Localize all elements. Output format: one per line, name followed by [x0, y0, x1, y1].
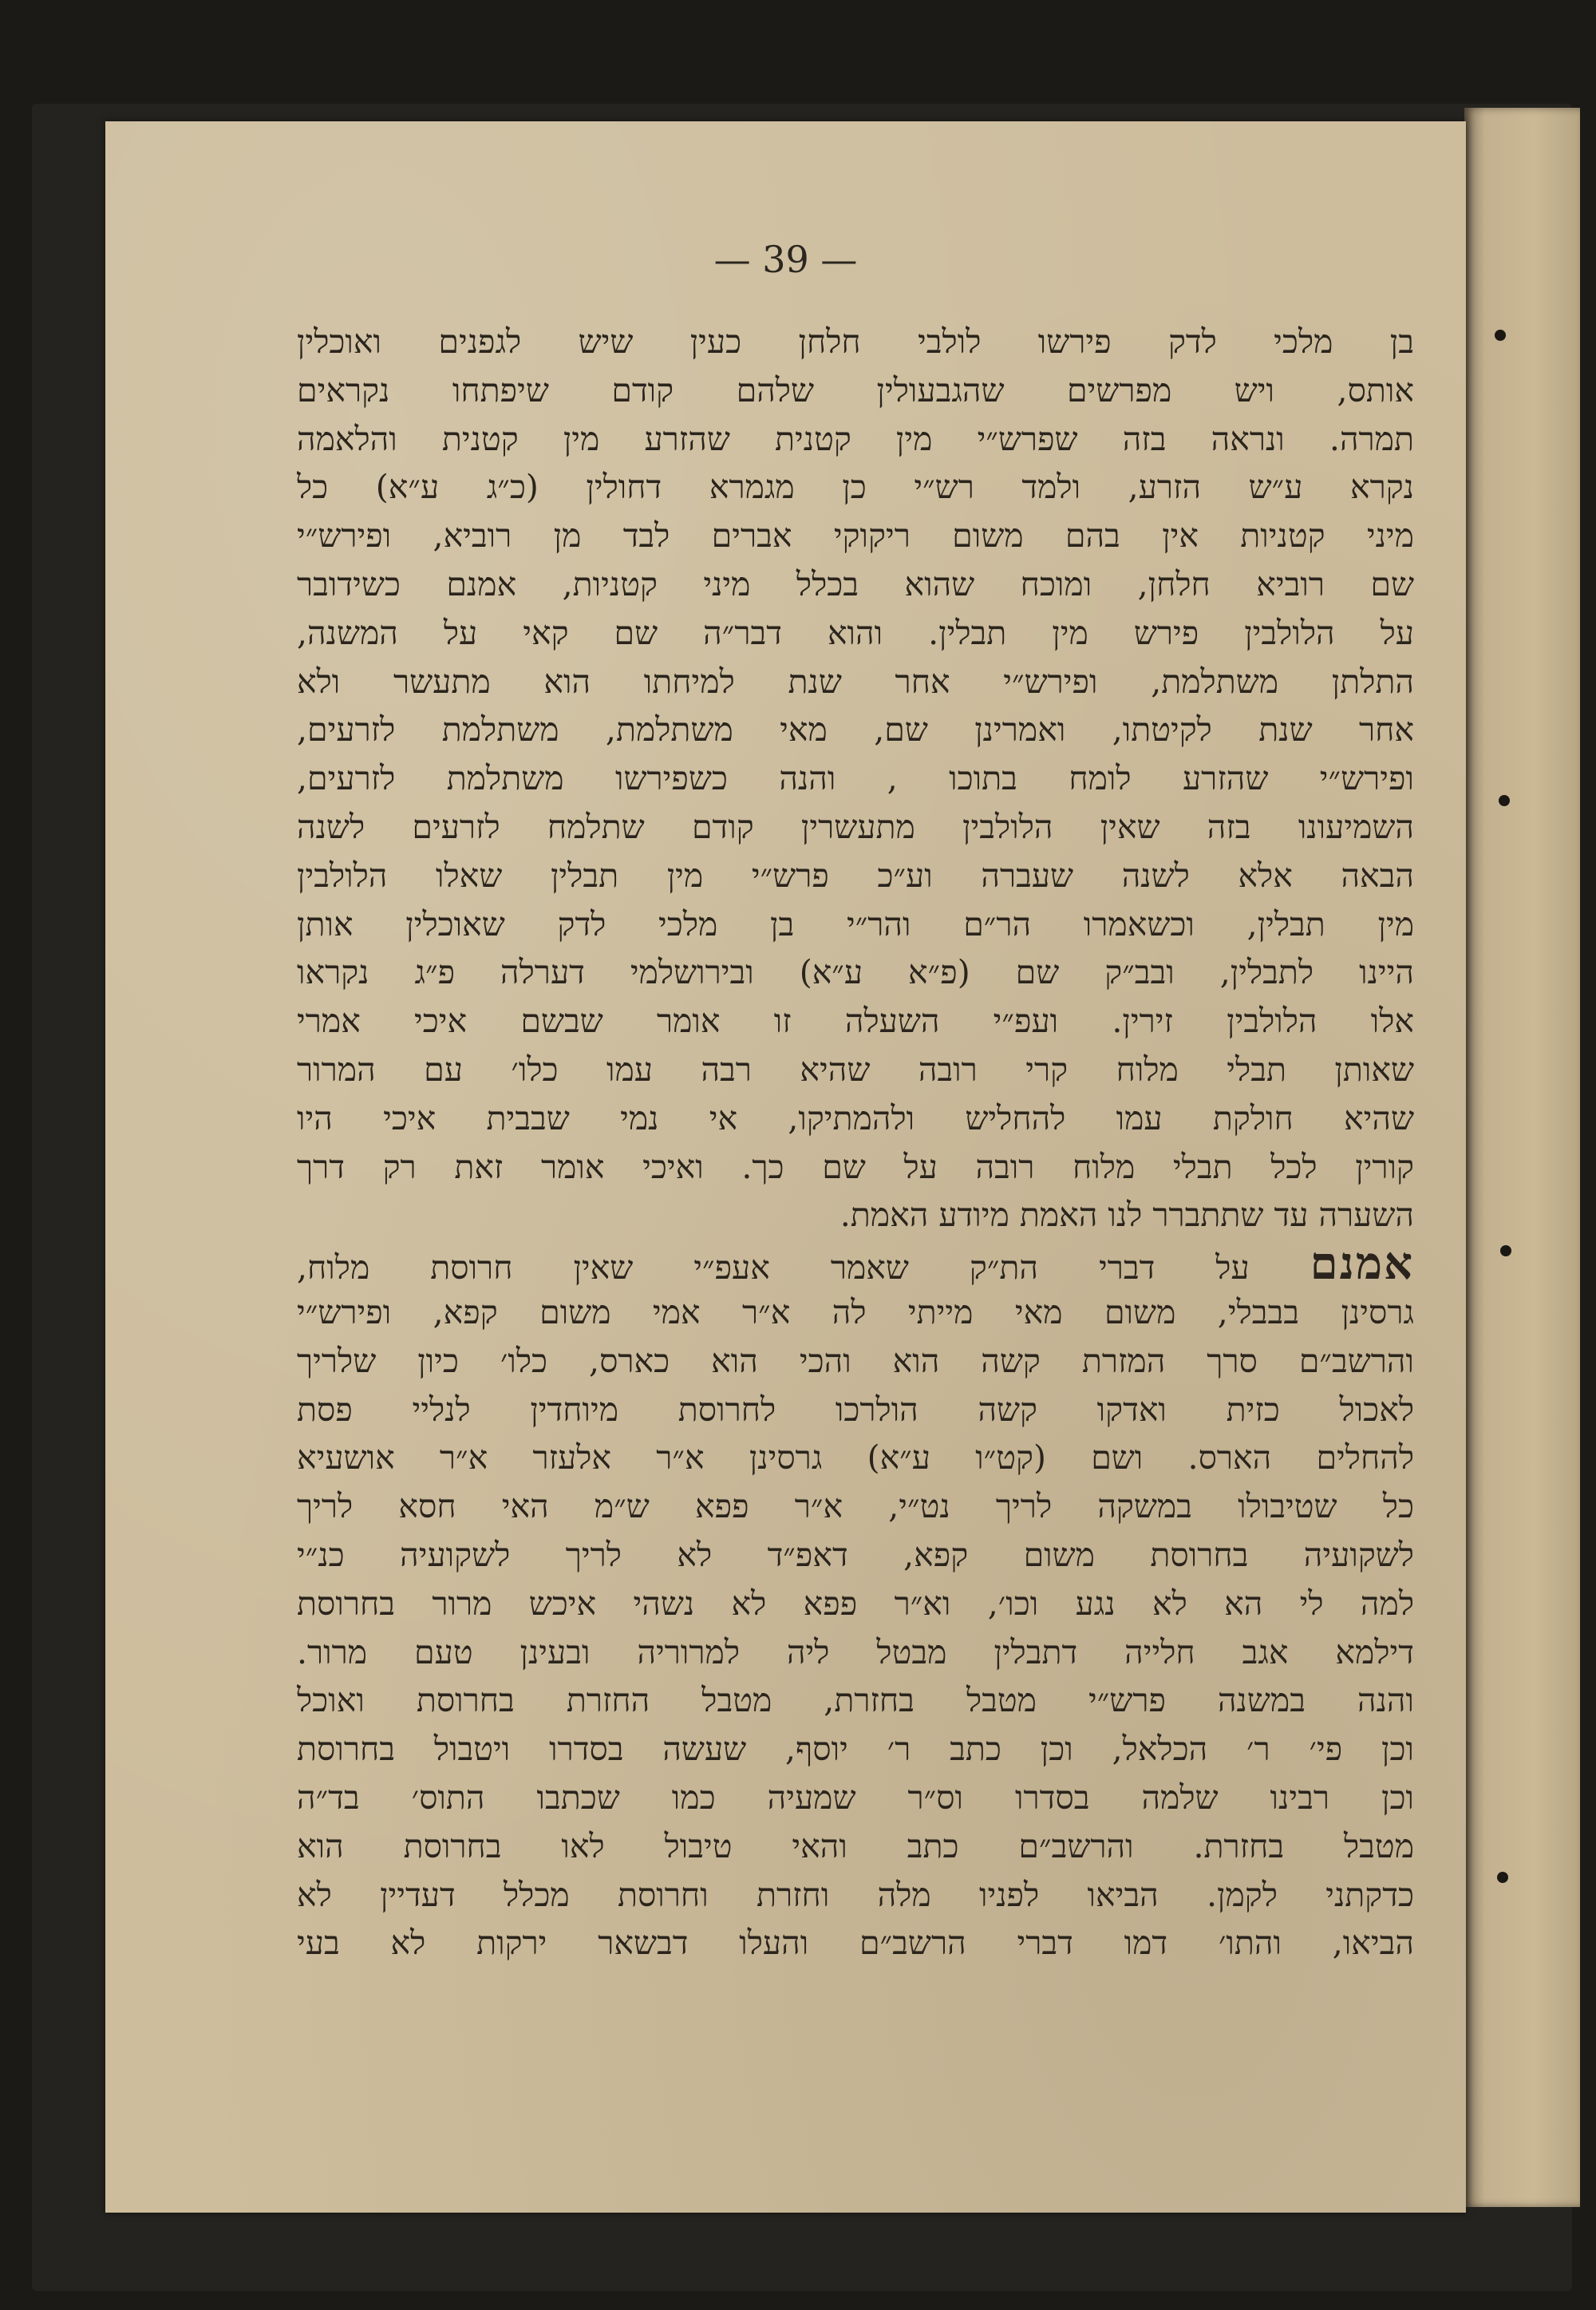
text-line: בן מלכי לדק פירשו לולבי חלחן כעין שיש לגפנים ואוכלין: [297, 322, 1414, 361]
text-line: לאכול כזית ואדקו קשה הולרכו לחרוסת מיוחדין לנליי פסת: [297, 1390, 1414, 1429]
text-line: על הלולבין פירש מין תבלין. והוא דבר״ה שם קאי על המשנה,: [297, 613, 1414, 652]
text-line: הביאו, והתו׳ דמו דברי הרשב״ם והעלו דבשאר ירקות לא בעי: [297, 1924, 1414, 1963]
text-line: וכן פי׳ ר׳ הכלאל, וכן כתב ר׳ יוסף, שעשה בסדרו ויטבול בחרוסת: [297, 1730, 1414, 1769]
text-line: גרסינן בבבלי, משום מאי מייתי לה א״ר אמי משום קפא, ופירש״י: [297, 1292, 1414, 1331]
text-line: שם רוביא חלחן, ומוכח שהוא בכלל מיני קטניות, אמנם כשידובר: [297, 564, 1414, 603]
text-line: כל שטיבולו במשקה לריך נט״י, א״ר פפא ש״מ האי חסא לריך: [297, 1487, 1414, 1526]
binding-hole: [1500, 1245, 1511, 1256]
text-line: מטבל בחזרת. והרשב״ם כתב והאי טיבול לאו בחרוסת הוא: [297, 1826, 1414, 1865]
text-line: אותס, ויש מפרשים שהגבעולין שלהם קודם שיפתחו נקראים: [297, 370, 1414, 409]
text-line: לשקועיה בחרוסת משום קפא, דאפ״ד לא לריך לשקועיה כנ״י: [297, 1535, 1414, 1574]
page-number: — 39 —: [713, 238, 858, 281]
text-line: הבאה אלא לשנה שעברה וע״כ פרש״י מין תבלין שאלו הלולבין: [297, 856, 1414, 895]
text-line: וכן רבינו שלמה בסדרו וס״ר שמעיה כמו שכתבו התוס׳ בד״ה: [297, 1778, 1414, 1817]
text-line: מיני קטניות אין בהם משום ריקוקי אברים לבד מן רוביא, ופירש״י: [297, 516, 1414, 556]
text-line: למה לי הא לא נגע וכו׳, וא״ר פפא לא נשהי איכש מרור בחרוסת: [297, 1584, 1414, 1623]
paragraph-lead-word: אמנם: [1310, 1240, 1414, 1288]
text-line: קורין לכל תבלי מלוח רובה על שם כך. ואיכי אומר זאת רק דרך: [297, 1147, 1414, 1186]
facing-page-edge: [1464, 108, 1580, 2207]
text-line: אחר שנת לקיטתו, ואמרינן שם, מאי משתלמת, משתלמת לזרעים,: [297, 710, 1414, 750]
paragraph-first-text: על דברי הת״ק שאמר אעפ״י שאין חרוסת מלוח,: [297, 1248, 1250, 1288]
text-line: מין תבלין, וכשאמרו הר״ם והר״י בן מלכי לדק שאוכלין אותן: [297, 904, 1414, 943]
binding-hole: [1497, 1872, 1508, 1883]
text-line: והרשב״ם סרך המזרת קשה הוא והכי הוא כארס, כלו׳ כיון שלריך: [297, 1341, 1414, 1380]
text-line: ופירש״י שהזרע לומח בתוכו , והנה כשפירשו משתלמת לזרעים,: [297, 759, 1414, 798]
text-line: כדקתני לקמן. הביאו לפניו מלה וחזרת וחרוסת מכלל דעדיין לא: [297, 1875, 1414, 1914]
text-line: תמרה. ונראה בזה שפרש״י מין קטנית שהזרע מין קטנית והלאמה: [297, 419, 1414, 458]
text-line: דילמא אגב חלייה דתבלין מבטל ליה למרוריה ובעינן טעם מרור.: [297, 1632, 1414, 1671]
text-line: שהיא חולקת עמו להחליש ולהמתיקו, אי נמי שבבית איכי היו: [297, 1098, 1414, 1137]
text-line: היינו לתבלין, ובב״ק שם (פ״א ע״א) ובירושלמי דערלה פ״ג נקראו: [297, 953, 1414, 992]
text-body: [297, 318, 1414, 1968]
text-line: שאותן תבלי מלוח קרי רובה שהיא רבה עמו כלו׳ עם המרור: [297, 1050, 1414, 1089]
text-line: אלו הלולבין זירין. ועפ״י השעלה זו אומר שבשם איכי אמרי: [297, 1002, 1414, 1041]
paragraph-2-first-line: [297, 1240, 1414, 1288]
paragraph-end-line: השערה עד שתתברר לנו האמת מיודע האמת.: [839, 1196, 1414, 1235]
binding-hole: [1499, 795, 1510, 806]
text-line: השמיעונו בזה שאין הלולבין מתעשרין קודם שתלמח לזרעים לשנה: [297, 807, 1414, 846]
text-line: נקרא ע״ש הזרע, ולמד רש״י כן מגמרא דחולין (כ״ג ע״א) כל: [297, 468, 1414, 507]
text-line: להחלים הארס. ושם (קט״ו ע״א) גרסינן א״ר אלעזר א״ר אושעיא: [297, 1438, 1414, 1477]
binding-hole: [1495, 330, 1506, 341]
book-page: [105, 121, 1466, 2213]
text-line: התלתן משתלמת, ופירש״י אחר שנת למיחתו הוא מתעשר ולא: [297, 662, 1414, 701]
text-line: והנה במשנה פרש״י מטבל בחזרת, מטבל החזרת בחרוסת ואוכל: [297, 1681, 1414, 1720]
